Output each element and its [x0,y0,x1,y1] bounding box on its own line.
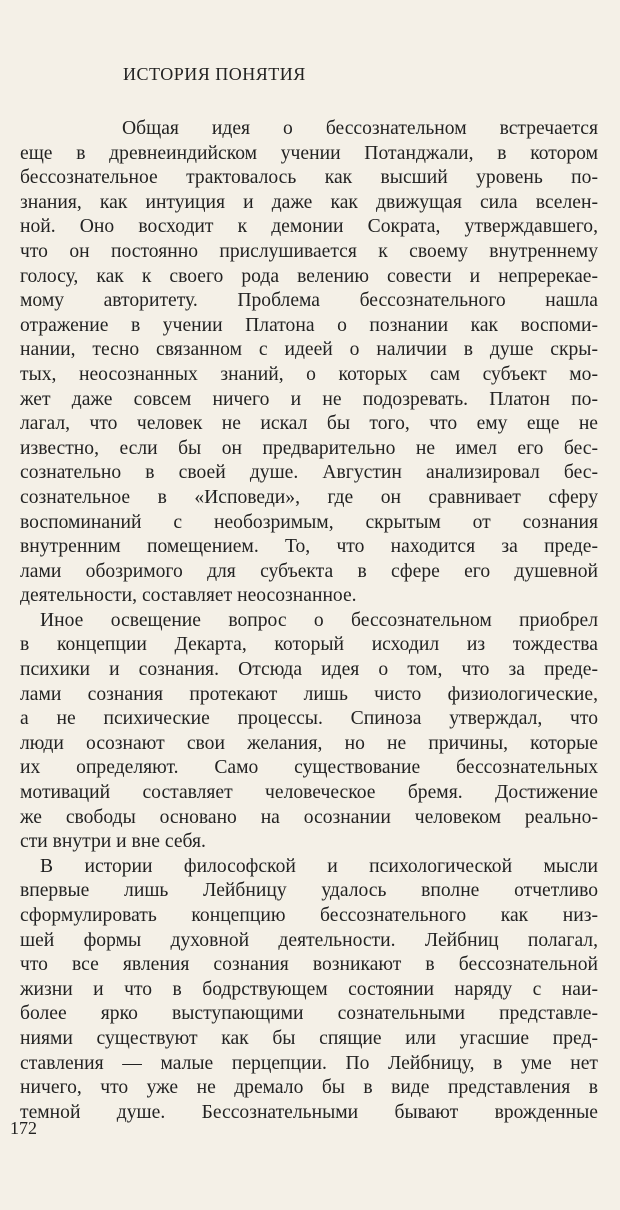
text-line: В истории философской и психологической мысли [40,855,598,877]
text-line: знания, как интуиция и даже как движущая сила вселен- [20,191,598,213]
text-line: что он постоянно прислушивается к своему внутреннему [20,240,598,262]
text-line: Иное освещение вопрос о бессознательном приобрел [40,609,598,631]
text-line: люди осознают свои желания, но не причины, которые [20,732,598,754]
text-line: тых, неосознанных знаний, о которых сам субъект мо- [20,363,598,385]
text-line: шей формы духовной деятельности. Лейбниц полагал, [20,929,598,951]
text-line: темной душе. Бессознательными бывают врожденные [20,1101,598,1123]
text-line: впервые лишь Лейбницу удалось вполне отчетливо [20,880,598,902]
text-line: известно, если бы он предварительно не имел его бес- [20,437,598,459]
page-number: 172 [10,1118,37,1138]
text-line: жизни и что в бодрствующем состоянии наряду с наи- [20,978,598,1000]
section-heading: ИСТОРИЯ ПОНЯТИЯ [123,64,306,84]
text-line: ниями существуют как бы спящие или угасшие пред- [20,1027,598,1049]
text-line: отражение в учении Платона о познании как воспоми- [20,314,598,336]
text-line: более ярко выступающими сознательными представле- [20,1003,598,1025]
text-line: а не психические процессы. Спиноза утверждал, что [20,708,598,730]
text-line: сознательно в своей душе. Августин анализировал бес- [20,462,598,484]
text-line: бессознательное трактовалось как высший уровень по- [20,167,598,189]
text-line: их определяют. Само существование бессознательных [20,757,598,779]
text-line: мотиваций составляет человеческое бремя. Достижение [20,782,598,804]
text-line: воспоминаний с необозримым, скрытым от сознания [20,511,598,533]
text-line: психики и сознания. Отсюда идея о том, что за преде- [20,659,598,681]
text-line: сформулировать концепцию бессознательного как низ- [20,905,598,926]
text-line: в концепции Декарта, который исходил из тождества [20,634,598,656]
text-line: лами сознания протекают лишь чисто физиологические, [20,683,598,705]
text-line: нании, тесно связанном с идеей о наличии в душе скры- [20,339,598,361]
text-line: ничего, что уже не дремало бы в виде представления в [20,1077,598,1099]
text-line: Общая идея о бессознательном встречается [122,118,598,139]
text-line: же свободы основано на осознании человеком реально- [20,806,598,828]
body-text [20,117,598,1125]
text-line: что все явления сознания возникают в бессознательной [20,954,598,976]
text-line: лагал, что человек не искал бы того, что ему еще не [20,413,598,435]
text-line: лами обозримого для субъекта в сфере его душевной [20,560,598,582]
text-line: ставления — малые перцепции. По Лейбницу, в уме нет [20,1052,598,1074]
text-line: ной. Оно восходит к демонии Сократа, утверждавшего, [20,216,598,238]
text-line: голосу, как к своего рода велению совести и непререкае- [20,265,598,287]
text-line: сти внутри и вне себя. [20,831,206,853]
text-line: еще в древнеиндийском учении Потанджали, в котором [20,142,598,164]
text-line: жет даже совсем ничего и не подозревать. Платон по- [20,388,598,410]
text-line: сознательное в «Исповеди», где он сравнивает сферу [20,486,598,508]
text-line: деятельности, составляет неосознанное. [20,585,357,607]
text-line: внутренним помещением. То, что находится за преде- [20,536,598,558]
text-line: мому авторитету. Проблема бессознательного нашла [20,290,598,312]
